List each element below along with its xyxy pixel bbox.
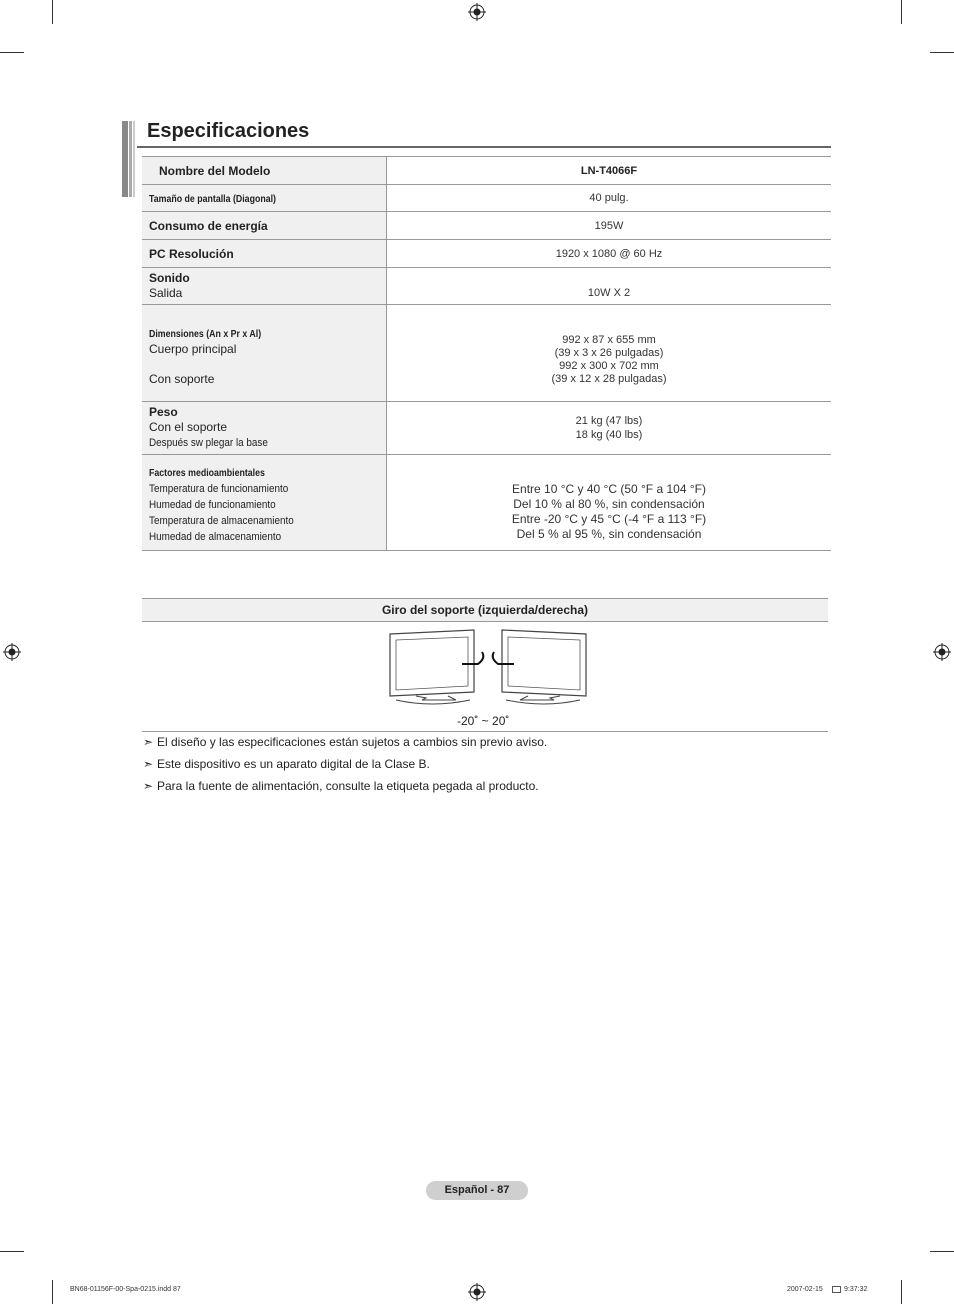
crop-mark (0, 1251, 24, 1252)
environment-label: Factores medioambientales (149, 467, 265, 479)
storage-temp-value: Entre -20 °C y 45 °C (-4 °F a 113 °F) (511, 511, 707, 526)
model-name-label: Nombre del Modelo (159, 163, 271, 178)
arrow-icon: ➣ (143, 779, 154, 793)
pc-resolution-label: PC Resolución (149, 246, 234, 261)
table-row (142, 402, 831, 455)
footer-filename: BN68-01156F-00-Spa-0215.indd 87 (70, 1286, 181, 1293)
note-item (143, 735, 547, 749)
note-text: El diseño y las especificaciones están sujetos a cambios sin previo aviso. (157, 735, 548, 749)
arrow-icon: ➣ (143, 757, 154, 771)
page-title: Especificaciones (147, 120, 310, 142)
weight-folded-value: 18 kg (40 lbs) (575, 429, 643, 441)
tv-swivel-illustration (386, 628, 590, 708)
sound-value: 10W X 2 (587, 287, 631, 299)
weight-with-stand-label: Con el soporte (149, 420, 228, 434)
dimensions-body-label: Cuerpo principal (149, 341, 237, 356)
power-value: 195W (594, 219, 624, 232)
table-row (142, 212, 831, 240)
storage-humidity-value: Del 5 % al 95 %, sin condensación (516, 526, 702, 541)
crop-mark (52, 0, 53, 24)
registration-mark-icon (933, 643, 951, 661)
registration-mark-icon (468, 1283, 486, 1301)
page-number-badge: Español - 87 (426, 1181, 528, 1200)
sound-label: Sonido (149, 271, 190, 285)
note-item (143, 757, 430, 771)
screen-size-value: 40 pulg. (589, 192, 629, 204)
dimensions-stand-label: Con soporte (149, 371, 215, 386)
stand-swivel-header: Giro del soporte (izquierda/derecha) (142, 598, 828, 622)
title-rule (137, 146, 831, 148)
model-name-value: LN-T4066F (580, 164, 638, 177)
dimensions-body-in: (39 x 3 x 26 pulgadas) (554, 347, 664, 359)
pc-resolution-value: 1920 x 1080 @ 60 Hz (555, 247, 663, 260)
operating-temp-label: Temperatura de funcionamiento (149, 482, 289, 495)
table-row (142, 305, 831, 402)
table-row (142, 240, 831, 268)
note-text: Para la fuente de alimentación, consulte la etiqueta pegada al producto. (157, 779, 539, 793)
footer-glyph-icon (832, 1286, 841, 1293)
note-text: Este dispositivo es un aparato digital de la Clase B. (157, 757, 430, 771)
operating-humidity-value: Del 10 % al 80 %, sin condensación (513, 496, 705, 511)
crop-mark (52, 1280, 53, 1304)
dimensions-stand-mm: 992 x 300 x 702 mm (559, 360, 659, 372)
crop-mark (901, 0, 902, 24)
power-label: Consumo de energía (149, 218, 268, 233)
operating-humidity-label: Humedad de funcionamiento (149, 498, 276, 511)
table-row (142, 157, 831, 185)
storage-temp-label: Temperatura de almacenamiento (149, 514, 294, 527)
registration-mark-icon (3, 643, 21, 661)
operating-temp-value: Entre 10 °C y 40 °C (50 °F a 104 °F) (512, 481, 706, 496)
footer-time: 9:37:32 (844, 1286, 868, 1293)
screen-size-label: Tamaño de pantalla (Diagonal) (149, 194, 276, 205)
crop-mark (901, 1280, 902, 1304)
weight-with-stand-value: 21 kg (47 lbs) (575, 415, 643, 427)
dimensions-label: Dimensiones (An x Pr x Al) (149, 328, 262, 340)
crop-mark (930, 1251, 954, 1252)
crop-mark (0, 52, 24, 53)
crop-mark (930, 52, 954, 53)
footer-date: 2007-02-15 (787, 1286, 823, 1293)
swivel-angle: -20˚ ~ 20˚ (457, 714, 510, 728)
dimensions-stand-in: (39 x 12 x 28 pulgadas) (551, 373, 667, 385)
spec-table (142, 156, 831, 551)
table-row (142, 455, 831, 551)
registration-mark-icon (468, 3, 486, 21)
storage-humidity-label: Humedad de almacenamiento (149, 530, 282, 543)
weight-folded-label: Después sw plegar la base (149, 437, 268, 449)
table-row (142, 268, 831, 305)
note-item (143, 779, 539, 793)
table-row (142, 185, 831, 212)
weight-label: Peso (149, 405, 178, 419)
arrow-icon: ➣ (143, 735, 154, 749)
section-rule (142, 731, 828, 732)
dimensions-body-mm: 992 x 87 x 655 mm (562, 334, 656, 346)
sound-output-label: Salida (149, 286, 183, 300)
